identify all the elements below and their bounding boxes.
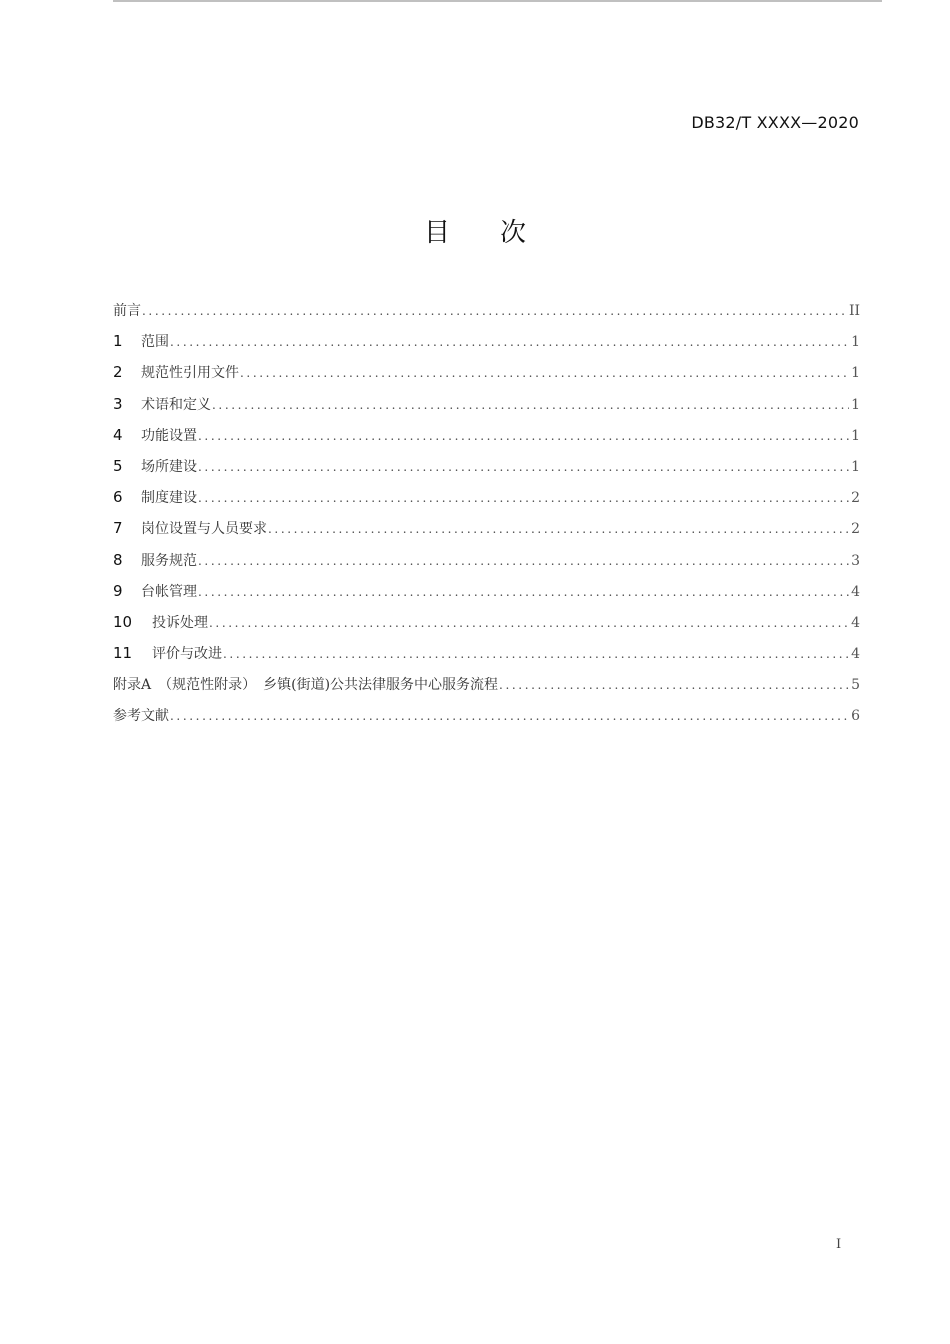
- toc-entry-label: 术语和定义: [141, 396, 211, 413]
- toc-dot-leader: [197, 491, 849, 505]
- toc-entry-page: 5: [851, 677, 860, 694]
- toc-entry-label: 规范性引用文件: [141, 365, 239, 382]
- toc-dot-leader: [197, 554, 849, 568]
- toc-entry-6[interactable]: [113, 487, 860, 518]
- toc-entry-11[interactable]: [113, 643, 860, 674]
- toc-entry-number: 2: [113, 363, 123, 382]
- toc-entry-1[interactable]: [113, 331, 860, 362]
- toc-entry-number: 3: [113, 394, 123, 413]
- toc-entry-page: 6: [851, 708, 860, 725]
- toc-entry-appendix-a[interactable]: [113, 674, 860, 705]
- toc-entry-page: 1: [851, 458, 860, 475]
- toc-title-char: 次: [500, 218, 527, 248]
- toc-entry-page: 4: [851, 646, 860, 663]
- toc-title-char: 目: [423, 218, 450, 248]
- toc-entry-8[interactable]: [113, 550, 860, 581]
- toc-entry-9[interactable]: [113, 581, 860, 612]
- toc-dot-leader: [141, 304, 847, 318]
- toc-entry-preface[interactable]: [113, 300, 860, 331]
- toc-entry-label: 岗位设置与人员要求: [141, 521, 267, 538]
- toc-entry-number: 9: [113, 581, 123, 600]
- toc-title: [0, 212, 950, 249]
- toc-entry-number: 1: [113, 332, 123, 351]
- toc-entry-page: 4: [851, 614, 860, 631]
- toc-dot-leader: [211, 398, 849, 412]
- toc-entry-references[interactable]: [113, 705, 860, 736]
- toc-dot-leader: [222, 647, 849, 661]
- toc-entry-page: 3: [851, 552, 860, 569]
- toc-dot-leader: [208, 616, 849, 630]
- toc-dot-leader: [197, 460, 849, 474]
- toc-entry-label: 台帐管理: [141, 583, 197, 600]
- toc-entry-label: 范围: [141, 334, 169, 351]
- toc-entry-page: 1: [851, 365, 860, 382]
- document-code: DB32/T XXXX—2020: [691, 113, 859, 132]
- toc-entry-page: 1: [851, 427, 860, 444]
- header-rule: [113, 0, 882, 2]
- toc-entry-page: 1: [851, 334, 860, 351]
- toc-entry-7[interactable]: [113, 518, 860, 549]
- toc-entry-page: 2: [851, 490, 860, 507]
- toc-entry-number: 4: [113, 425, 123, 444]
- toc-entry-number: 10: [113, 612, 133, 631]
- page-number: I: [836, 1237, 842, 1252]
- toc-entry-page: 4: [851, 583, 860, 600]
- toc-entry-4[interactable]: [113, 425, 860, 456]
- toc-entry-page: 1: [851, 396, 860, 413]
- toc-entry-number: 11: [113, 644, 133, 663]
- toc-entry-number: 7: [113, 519, 123, 538]
- toc-entry-number: 6: [113, 488, 123, 507]
- toc-dot-leader: [169, 335, 849, 349]
- toc-entry-label: 参考文献: [113, 708, 169, 725]
- toc-entry-number: 8: [113, 550, 123, 569]
- toc-entry-number: 5: [113, 456, 123, 475]
- toc-entry-label: 前言: [113, 303, 141, 319]
- toc-dot-leader: [169, 709, 849, 723]
- toc-dot-leader: [239, 366, 849, 380]
- toc-dot-leader: [267, 522, 849, 536]
- toc-entry-label: 投诉处理: [152, 614, 208, 631]
- toc-entry-label: 场所建设: [141, 458, 197, 475]
- toc-entry-5[interactable]: [113, 456, 860, 487]
- toc-dot-leader: [498, 678, 849, 692]
- toc-entry-label: 评价与改进: [152, 646, 222, 663]
- toc-entry-label: 服务规范: [141, 552, 197, 569]
- toc-entry-label: 制度建设: [141, 490, 197, 507]
- table-of-contents: [113, 300, 860, 737]
- toc-dot-leader: [197, 585, 849, 599]
- toc-entry-page: II: [848, 303, 860, 319]
- toc-entry-label: 功能设置: [141, 427, 197, 444]
- toc-entry-2[interactable]: [113, 362, 860, 393]
- toc-entry-label: 附录A （规范性附录） 乡镇(街道)公共法律服务中心服务流程: [113, 677, 499, 694]
- toc-entry-page: 2: [851, 521, 860, 538]
- toc-entry-10[interactable]: [113, 612, 860, 643]
- toc-entry-3[interactable]: [113, 394, 860, 425]
- toc-dot-leader: [197, 429, 849, 443]
